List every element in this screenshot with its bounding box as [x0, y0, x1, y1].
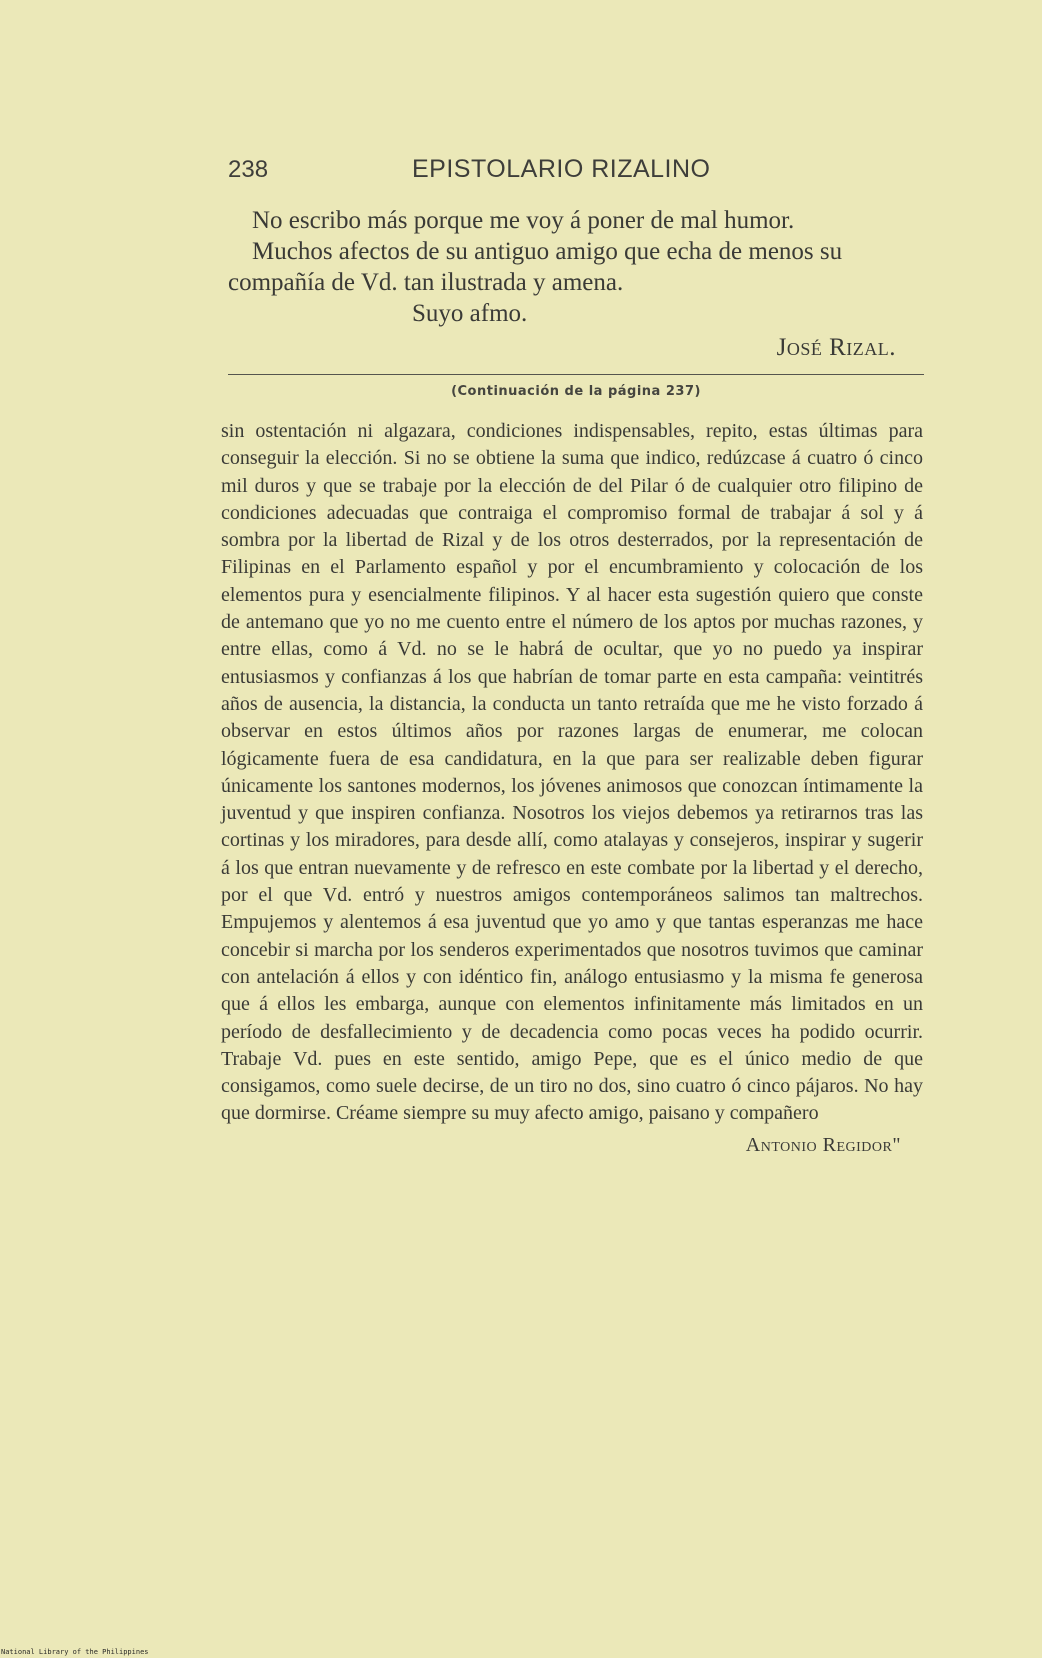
running-head-title: EPISTOLARIO RIZALINO [412, 155, 711, 183]
continued-paragraph: sin ostentación ni algazara, condiciones indispensables, repito, estas últimas para conseguir la elección. Si no se obtiene la suma que indico, redúzcase á cuatro ó cinco mil duros y que se trabaje por la elección de del Pilar ó de cualquier otro filipino de condiciones adecuadas que contraiga el compromiso formal de trabajar á sol y á sombra por la libertad de Rizal y de los otros desterrados, por la representación de Filipinas en el Parlamento español y por el encumbramiento y colocación de los elementos pura y esencialmente filipinos. Y al hacer esta sugestión quiero que conste de antemano que yo no me cuento entre el número de los aptos por muchas razones, y entre ellas, como á Vd. no se le habrá de ocultar, que yo no puedo ya inspirar entusiasmos y confianzas á los que habrían de tomar parte en esta campaña: veintitrés años de ausencia, la distancia, la conducta un tanto retraída que me he visto forzado á observar en estos últimos años por razones largas de enumerar, me colocan lógicamente fuera de esa candidatura, en la que para ser realizable deben figurar únicamente los santones modernos, los jóvenes animosos que conozcan íntimamente la juventud y que inspiren confianza. Nosotros los viejos debemos ya retirarnos tras las cortinas y los miradores, para desde allí, como atalayas y consejeros, inspirar y sugerir á los que entran nuevamente y de refresco en este combate por la libertad y el derecho, por el que Vd. entró y nuestros amigos contemporáneos salimos tan maltrechos. Empujemos y alentemos á esa juventud que yo amo y que tantas esperanzas me hace concebir si marcha por los senderos experimentados que nosotros tuvimos que caminar con antelación á ellos y con idéntico fin, análogo entusiasmo y la misma fe generosa que á ellos les embarga, aunque con elementos infinitamente más limitados en un período de desfallecimiento y de decadencia como pocas veces ha podido ocurrir. Trabaje Vd. pues en este sentido, amigo Pepe, que es el único medio de que consigamos, como suele decirse, de un tiro no dos, sino cuatro ó cinco pájaros. No hay que dormirse. Créame siempre su muy afecto amigo, paisano y compañero [221, 420, 923, 1125]
letter-closing: Suyo afmo. [412, 300, 528, 327]
page-number: 238 [228, 156, 269, 183]
letter-line: No escribo más porque me voy á poner de mal humor. [252, 207, 795, 234]
continued-text [221, 418, 923, 1159]
continued-signature: Antonio Regidor" [745, 1133, 901, 1156]
letter-ending [228, 205, 924, 363]
library-credit: National Library of the Philippines [1, 1648, 149, 1656]
letter-paragraph: Muchos afectos de su antiguo amigo que echa de menos su compañía de Vd. tan ilustrada y amena. [228, 238, 843, 296]
continuation-note: (Continuación de la página 237) [451, 384, 701, 399]
letter-signature: José Rizal. [776, 334, 896, 361]
separator-rule [228, 374, 924, 375]
